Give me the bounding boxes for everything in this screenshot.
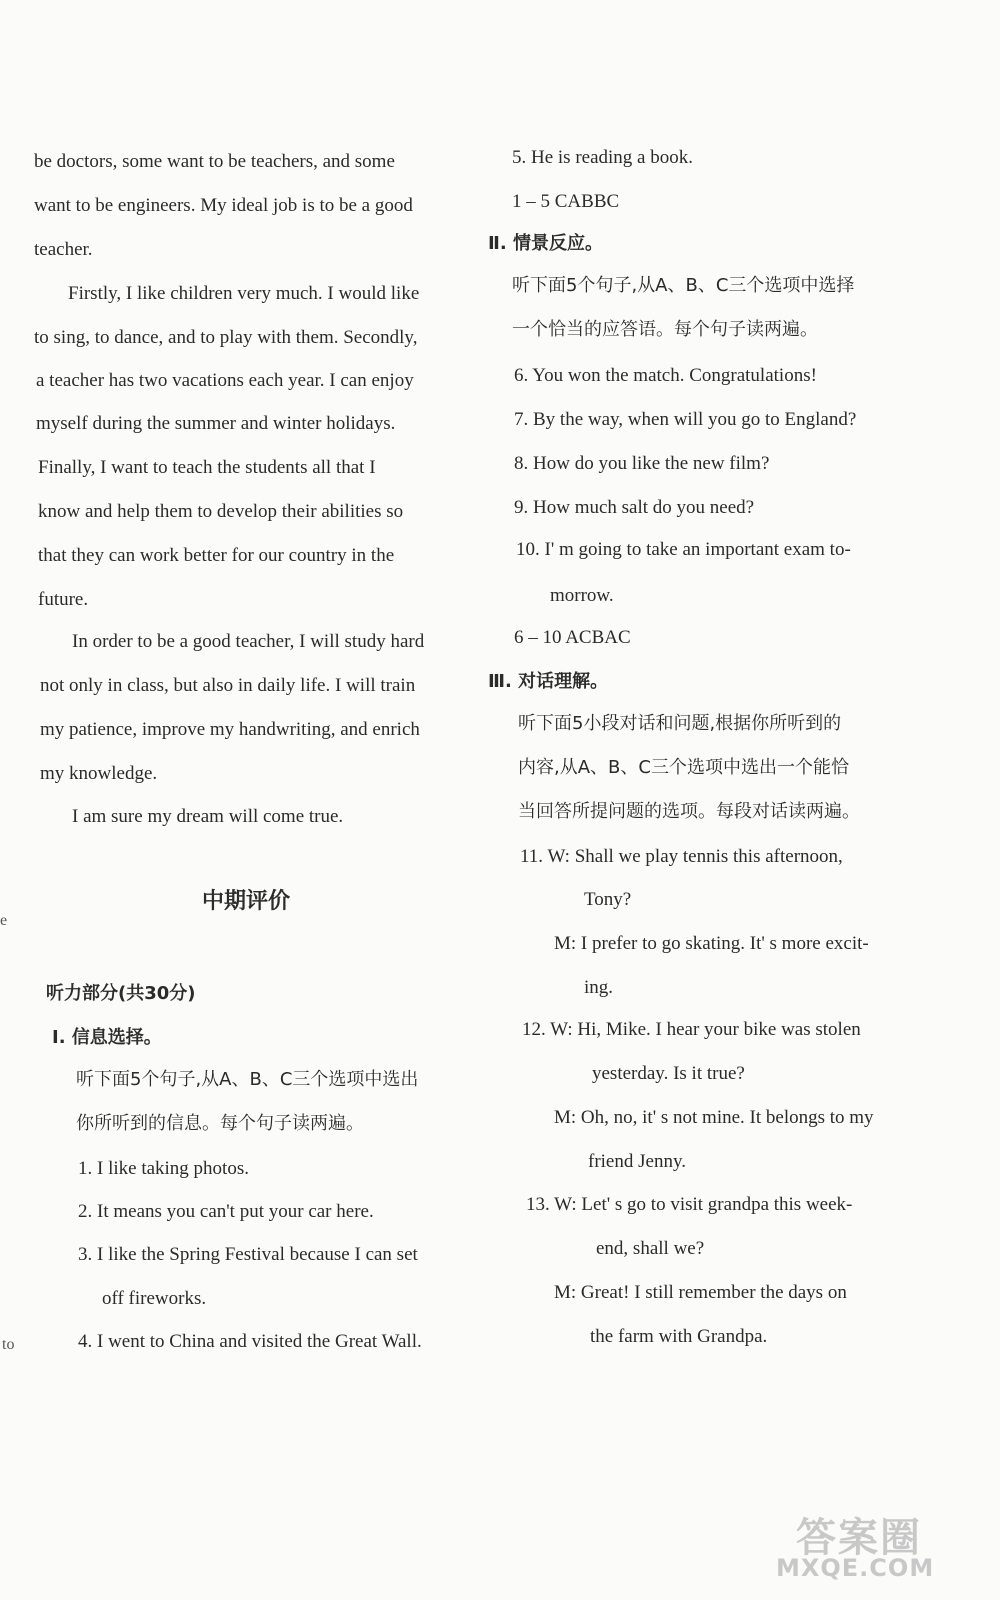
question-item: 7. By the way, when will you go to England? <box>514 409 857 430</box>
essay-line: my patience, improve my handwriting, and enrich <box>40 719 420 740</box>
part1-header: Ⅰ. 信息选择。 <box>52 1027 162 1048</box>
question-item: 5. He is reading a book. <box>512 147 693 168</box>
dialogue-line: friend Jenny. <box>588 1151 686 1172</box>
essay-line: future. <box>38 589 89 610</box>
essay-line: to sing, to dance, and to play with them. Secondly, <box>34 327 418 348</box>
dialogue-line: ing. <box>584 977 614 998</box>
question-item: 4. I went to China and visited the Great Wall. <box>78 1331 422 1352</box>
essay-line: know and help them to develop their abilities so <box>38 501 404 522</box>
essay-line: a teacher has two vacations each year. I can enjoy <box>36 370 414 391</box>
essay-line: want to be engineers. My ideal job is to be a good <box>34 195 413 216</box>
dialogue-line: end, shall we? <box>596 1238 705 1259</box>
essay-line: myself during the summer and winter holidays. <box>36 413 396 434</box>
dialogue-line: 12. W: Hi, Mike. I hear your bike was stolen <box>522 1019 861 1040</box>
question-item: 1. I like taking photos. <box>78 1158 249 1179</box>
question-item: morrow. <box>550 585 614 606</box>
edge-mark: e <box>0 912 8 929</box>
question-item: 6. You won the match. Congratulations! <box>514 365 817 386</box>
dialogue-line: 13. W: Let' s go to visit grandpa this week- <box>526 1194 853 1215</box>
watermark-text: 答案圈 <box>796 1515 922 1561</box>
section-title: 中期评价 <box>202 889 291 914</box>
dialogue-line: yesterday. Is it true? <box>592 1063 745 1084</box>
question-item: off fireworks. <box>102 1288 207 1309</box>
essay-line: In order to be a good teacher, I will study hard <box>72 631 425 652</box>
dialogue-line: the farm with Grandpa. <box>590 1326 768 1347</box>
part2-instruction: 一个恰当的应答语。每个句子读两遍。 <box>512 319 818 340</box>
question-item: 2. It means you can't put your car here. <box>78 1201 374 1222</box>
watermark-url: MXQE.COM <box>776 1554 935 1582</box>
question-item: 9. How much salt do you need? <box>514 497 755 518</box>
part3-header: Ⅲ. 对话理解。 <box>488 671 609 692</box>
answer-key: 1 – 5 CABBC <box>512 191 620 212</box>
essay-line: I am sure my dream will come true. <box>72 806 344 827</box>
dialogue-line: M: Oh, no, it' s not mine. It belongs to my <box>554 1107 874 1128</box>
watermark-logo <box>776 1506 976 1586</box>
dialogue-line: M: I prefer to go skating. It' s more excit- <box>554 933 869 954</box>
answer-key: 6 – 10 ACBAC <box>514 627 631 648</box>
essay-line: Firstly, I like children very much. I would like <box>68 283 420 304</box>
dialogue-line: 11. W: Shall we play tennis this afternoon, <box>520 846 843 867</box>
essay-line: teacher. <box>34 239 93 260</box>
dialogue-line: M: Great! I still remember the days on <box>554 1282 847 1303</box>
question-item: 10. I' m going to take an important exam to- <box>516 539 851 560</box>
part1-instruction: 听下面5个句子,从A、B、C三个选项中选出 <box>76 1069 419 1090</box>
part2-header: Ⅱ. 情景反应。 <box>488 233 603 254</box>
essay-line: my knowledge. <box>40 763 158 784</box>
essay-line: that they can work better for our country in the <box>38 545 395 566</box>
question-item: 3. I like the Spring Festival because I can set <box>78 1244 418 1265</box>
listening-header: 听力部分(共30分) <box>46 983 196 1004</box>
part3-instruction: 听下面5小段对话和问题,根据你所听到的 <box>518 713 842 734</box>
dialogue-line: Tony? <box>584 889 632 910</box>
essay-line: not only in class, but also in daily life. I will train <box>40 675 416 696</box>
edge-mark: to <box>2 1336 15 1353</box>
essay-line: Finally, I want to teach the students all that I <box>38 457 376 478</box>
part3-instruction: 当回答所提问题的选项。每段对话读两遍。 <box>518 801 860 822</box>
essay-line: be doctors, some want to be teachers, and some <box>34 151 395 172</box>
part3-instruction: 内容,从A、B、C三个选项中选出一个能恰 <box>518 757 849 778</box>
part2-instruction: 听下面5个句子,从A、B、C三个选项中选择 <box>512 275 855 296</box>
part1-instruction: 你所听到的信息。每个句子读两遍。 <box>76 1113 364 1134</box>
question-item: 8. How do you like the new film? <box>514 453 770 474</box>
